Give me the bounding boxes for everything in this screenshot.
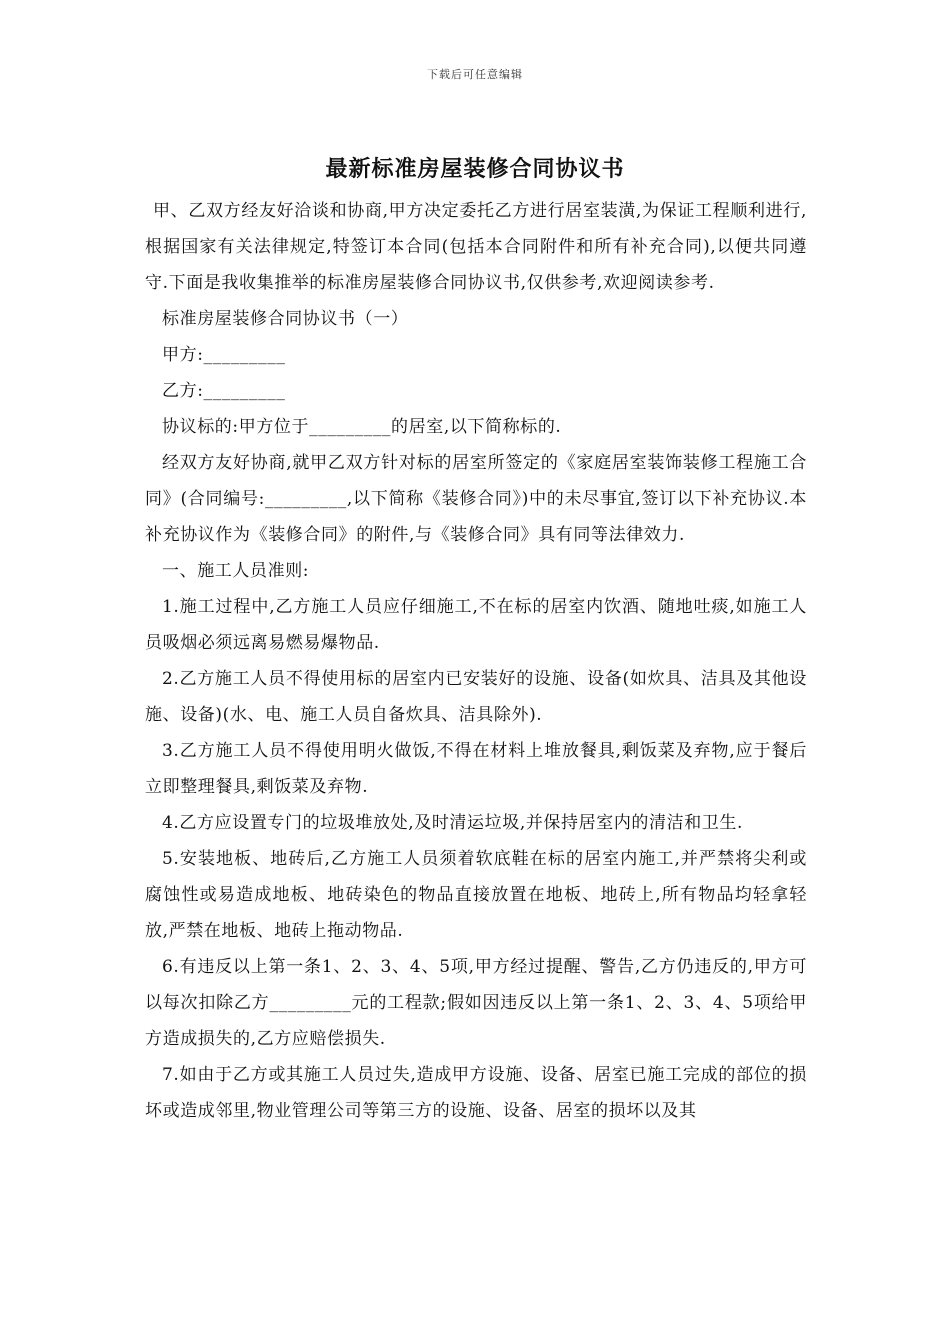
document-title: 最新标准房屋装修合同协议书 (325, 156, 625, 182)
section-heading-worker-rules: 一、施工人员准则: (162, 561, 310, 581)
intro-paragraph: 甲、乙双方经友好洽谈和协商,甲方决定委托乙方进行居室装潢,为保证工程顺利进行,根据国家有关法律规定,特签订本合同(包括本合同附件和所有补充合同),以便共同遵守.下面是我收集推举的标准房屋装修合同协议书,仅供参考,欢迎阅读参考. (145, 201, 807, 293)
rule-item-5: 5.安装地板、地砖后,乙方施工人员须着软底鞋在标的居室内施工,并严禁将尖利或腐蚀性或易造成地板、地砖染色的物品直接放置在地板、地砖上,所有物品均轻拿轻放,严禁在地板、地砖上拖动物品. (145, 849, 807, 941)
rule-item-4: 4.乙方应设置专门的垃圾堆放处,及时清运垃圾,并保持居室内的清洁和卫生. (162, 813, 744, 833)
rule-item-6: 6.有违反以上第一条1、2、3、4、5项,甲方经过提醒、警告,乙方仍违反的,甲方可以每次扣除乙方_________元的工程款;假如因违反以上第一条1、2、3、4、5项给甲方造成损失的,乙方应赔偿损失. (145, 957, 807, 1049)
rule-item-1: 1.施工过程中,乙方施工人员应仔细施工,不在标的居室内饮酒、随地吐痰,如施工人员吸烟必须远离易燃易爆物品. (145, 597, 807, 653)
page-header-note: 下载后可任意编辑 (427, 68, 523, 81)
party-b-line: 乙方:_________ (162, 381, 286, 401)
document-body (145, 193, 807, 1129)
rule-item-3: 3.乙方施工人员不得使用明火做饭,不得在材料上堆放餐具,剩饭菜及弃物,应于餐后立即整理餐具,剩饭菜及弃物. (145, 741, 807, 797)
agreement-paragraph: 经双方友好协商,就甲乙双方针对标的居室所签定的《家庭居室装饰装修工程施工合同》(合同编号:_________,以下简称《装修合同》)中的未尽事宜,签订以下补充协议.本补充协议作为《装修合同》的附件,与《装修合同》具有同等法律效力. (145, 453, 807, 545)
rule-item-2: 2.乙方施工人员不得使用标的居室内已安装好的设施、设备(如炊具、洁具及其他设施、设备)(水、电、施工人员自备炊具、洁具除外). (145, 669, 807, 725)
rule-item-7: 7.如由于乙方或其施工人员过失,造成甲方设施、设备、居室已施工完成的部位的损坏或造成邻里,物业管理公司等第三方的设施、设备、居室的损坏以及其 (145, 1065, 807, 1121)
party-a-line: 甲方:_________ (162, 345, 286, 365)
subject-line: 协议标的:甲方位于_________的居室,以下简称标的. (162, 417, 562, 437)
section-heading-contract-one: 标准房屋装修合同协议书（一） (162, 309, 409, 329)
